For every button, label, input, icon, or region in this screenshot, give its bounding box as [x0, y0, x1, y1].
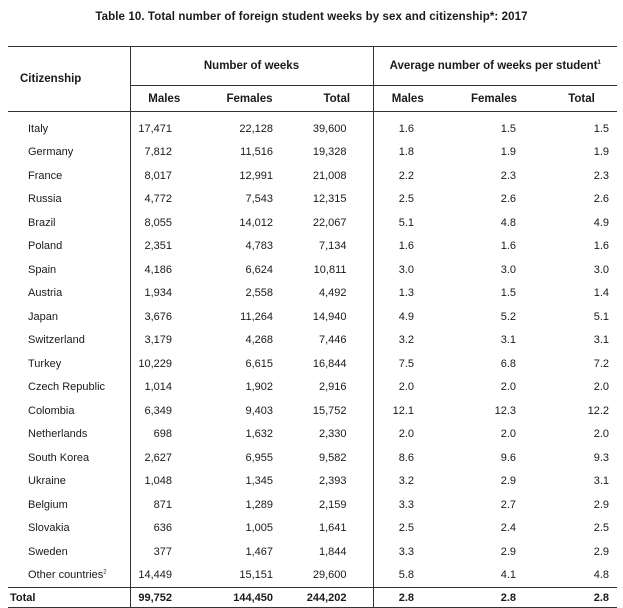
citizenship-cell [8, 564, 130, 588]
subheader-males: Males [130, 86, 198, 112]
total-cell: 1,844 [318, 545, 347, 558]
total-row [8, 588, 617, 608]
citizenship-label: Japan [28, 310, 58, 323]
citizenship-cell [8, 112, 130, 141]
avg-females-cell: 3.1 [500, 334, 516, 347]
avg-total-cell: 3.1 [593, 334, 610, 347]
females-cell: 1,902 [245, 381, 273, 394]
males-cell: 4,186 [130, 258, 198, 282]
footnote-marker: 2 [103, 569, 107, 576]
total-cell: 16,844 [312, 357, 347, 370]
table-row [8, 235, 617, 259]
total-cell: 12,315 [312, 193, 347, 206]
males-cell: 4,772 [130, 188, 198, 212]
females-cell: 14,012 [239, 216, 273, 229]
avg-total-cell: 4.8 [593, 569, 610, 582]
table-row [8, 517, 617, 541]
table-body [8, 112, 617, 608]
total-cell: 10,811 [313, 263, 347, 276]
table-row [8, 493, 617, 517]
header-number-of-weeks: Number of weeks [130, 47, 373, 86]
data-table [8, 46, 617, 608]
avg-males-cell: 3.3 [373, 493, 442, 517]
avg-females-cell: 9.6 [500, 451, 516, 464]
males-cell: 636 [130, 517, 198, 541]
females-cell: 6,624 [245, 263, 273, 276]
citizenship-label: Italy [28, 122, 49, 135]
header-citizenship: Citizenship [8, 47, 130, 112]
citizenship-label: Germany [28, 146, 74, 159]
subheader-avg-total: Total [546, 86, 617, 112]
header-average-weeks-label: Average number of weeks per student [389, 60, 598, 72]
citizenship-cell [8, 305, 130, 329]
avg-males-cell: 5.1 [373, 211, 442, 235]
avg-males-cell: 3.2 [373, 329, 442, 353]
males-cell: 871 [130, 493, 198, 517]
avg-males-cell: 1.8 [373, 141, 442, 165]
table-row [8, 399, 617, 423]
avg-total-cell: 7.2 [593, 357, 610, 370]
avg-females-cell: 2.9 [500, 545, 516, 558]
avg-total-cell: 3.0 [593, 263, 610, 276]
citizenship-label: Slovakia [28, 522, 70, 535]
citizenship-label: Czech Republic [28, 381, 106, 394]
table-row [8, 376, 617, 400]
avg-males-cell: 12.1 [373, 399, 442, 423]
total-cell: 22,067 [312, 216, 347, 229]
avg-total-cell: 1.5 [593, 122, 610, 135]
females-cell: 2,558 [245, 287, 273, 300]
total-avg-females-cell: 2.8 [442, 588, 546, 608]
females-cell: 15,151 [239, 569, 273, 582]
citizenship-label: Sweden [28, 545, 68, 558]
males-cell: 17,471 [130, 112, 198, 141]
total-label: Total [8, 588, 130, 608]
total-cell: 2,393 [318, 475, 347, 488]
females-cell: 1,289 [245, 498, 273, 511]
females-cell: 6,955 [245, 451, 273, 464]
males-cell: 377 [130, 540, 198, 564]
citizenship-cell [8, 517, 130, 541]
avg-females-cell: 12.3 [494, 404, 516, 417]
avg-females-cell: 4.1 [500, 569, 516, 582]
avg-females-cell: 1.9 [500, 146, 516, 159]
citizenship-label: Switzerland [28, 334, 85, 347]
females-cell: 22,128 [239, 122, 273, 135]
avg-males-cell: 4.9 [373, 305, 442, 329]
females-cell: 1,005 [245, 522, 273, 535]
males-cell: 8,055 [130, 211, 198, 235]
total-cell: 2,330 [318, 428, 347, 441]
table-row [8, 540, 617, 564]
citizenship-label: Belgium [28, 498, 68, 511]
avg-females-cell: 2.3 [500, 169, 516, 182]
avg-females-cell: 1.5 [500, 287, 516, 300]
total-cell: 14,940 [312, 310, 347, 323]
table-row [8, 258, 617, 282]
table-row [8, 352, 617, 376]
citizenship-label: Russia [28, 193, 62, 206]
males-cell: 1,014 [130, 376, 198, 400]
avg-females-cell: 2.0 [500, 381, 516, 394]
citizenship-cell [8, 399, 130, 423]
females-cell: 6,615 [245, 357, 273, 370]
citizenship-cell [8, 164, 130, 188]
avg-females-cell: 5.2 [500, 310, 516, 323]
total-cell: 39,600 [312, 122, 347, 135]
total-cell: 15,752 [312, 404, 347, 417]
males-cell: 8,017 [130, 164, 198, 188]
avg-females-cell: 6.8 [500, 357, 516, 370]
citizenship-cell [8, 211, 130, 235]
males-cell: 14,449 [130, 564, 198, 588]
citizenship-cell [8, 188, 130, 212]
avg-females-cell: 2.6 [500, 193, 516, 206]
males-cell: 698 [130, 423, 198, 447]
males-cell: 6,349 [130, 399, 198, 423]
table-row [8, 282, 617, 306]
table-row [8, 112, 617, 141]
citizenship-label: Netherlands [28, 428, 88, 441]
table-row [8, 211, 617, 235]
citizenship-label: Ukraine [28, 475, 66, 488]
total-cell: 21,008 [312, 169, 347, 182]
avg-males-cell: 1.6 [373, 235, 442, 259]
table-row [8, 164, 617, 188]
avg-total-cell: 2.3 [593, 169, 610, 182]
avg-females-cell: 3.0 [500, 263, 516, 276]
total-total-cell: 244,202 [301, 588, 373, 608]
table-row [8, 446, 617, 470]
citizenship-label: Spain [28, 263, 57, 276]
avg-females-cell: 2.0 [500, 428, 516, 441]
citizenship-cell [8, 141, 130, 165]
females-cell: 11,264 [240, 310, 273, 323]
total-females-cell: 144,450 [198, 588, 301, 608]
citizenship-cell [8, 352, 130, 376]
total-avg-males-cell: 2.8 [373, 588, 442, 608]
avg-males-cell: 3.3 [373, 540, 442, 564]
females-cell: 12,991 [239, 169, 273, 182]
total-avg-total-cell: 2.8 [546, 588, 617, 608]
avg-males-cell: 5.8 [373, 564, 442, 588]
citizenship-cell [8, 258, 130, 282]
females-cell: 9,403 [245, 404, 273, 417]
total-cell: 9,582 [318, 451, 347, 464]
citizenship-label: Other countries [28, 569, 104, 582]
avg-total-cell: 3.1 [593, 475, 610, 488]
males-cell: 7,812 [130, 141, 198, 165]
avg-females-cell: 2.9 [500, 475, 516, 488]
citizenship-cell [8, 235, 130, 259]
citizenship-cell [8, 493, 130, 517]
females-cell: 4,783 [245, 240, 273, 253]
total-cell: 7,134 [318, 240, 347, 253]
avg-total-cell: 4.9 [593, 216, 610, 229]
avg-total-cell: 1.6 [593, 240, 610, 253]
males-cell: 2,627 [130, 446, 198, 470]
total-cell: 29,600 [312, 569, 347, 582]
avg-total-cell: 2.0 [593, 428, 610, 441]
citizenship-label: Austria [28, 287, 63, 300]
citizenship-label: Poland [28, 240, 63, 253]
table-row [8, 423, 617, 447]
males-cell: 1,934 [130, 282, 198, 306]
subheader-avg-females: Females [442, 86, 546, 112]
avg-males-cell: 8.6 [373, 446, 442, 470]
citizenship-cell [8, 282, 130, 306]
total-cell: 19,328 [312, 146, 347, 159]
citizenship-label: Brazil [28, 216, 56, 229]
total-males-cell: 99,752 [130, 588, 198, 608]
citizenship-cell [8, 423, 130, 447]
citizenship-cell [8, 470, 130, 494]
avg-total-cell: 9.3 [593, 451, 610, 464]
males-cell: 1,048 [130, 470, 198, 494]
females-cell: 1,632 [245, 428, 273, 441]
citizenship-cell [8, 329, 130, 353]
avg-females-cell: 2.7 [500, 498, 516, 511]
avg-total-cell: 2.9 [593, 545, 610, 558]
table-row [8, 305, 617, 329]
avg-total-cell: 2.6 [593, 193, 610, 206]
footnote-marker: 1 [597, 60, 601, 67]
avg-males-cell: 1.6 [373, 112, 442, 141]
avg-males-cell: 2.5 [373, 188, 442, 212]
total-cell: 1,641 [318, 522, 347, 535]
males-cell: 3,676 [130, 305, 198, 329]
total-cell: 2,159 [318, 498, 347, 511]
citizenship-cell [8, 446, 130, 470]
males-cell: 3,179 [130, 329, 198, 353]
avg-total-cell: 2.9 [593, 498, 610, 511]
avg-total-cell: 12.2 [587, 404, 610, 417]
avg-males-cell: 3.0 [373, 258, 442, 282]
avg-males-cell: 1.3 [373, 282, 442, 306]
citizenship-label: Turkey [28, 357, 62, 370]
subheader-total: Total [301, 86, 373, 112]
females-cell: 11,516 [240, 146, 273, 159]
table-row [8, 188, 617, 212]
subheader-avg-males: Males [373, 86, 442, 112]
avg-females-cell: 2.4 [500, 522, 516, 535]
avg-males-cell: 2.0 [373, 423, 442, 447]
table-row [8, 564, 617, 588]
avg-total-cell: 5.1 [593, 310, 610, 323]
table-row [8, 329, 617, 353]
avg-total-cell: 2.5 [593, 522, 610, 535]
citizenship-label: France [28, 169, 63, 182]
females-cell: 4,268 [245, 334, 273, 347]
avg-males-cell: 2.0 [373, 376, 442, 400]
avg-males-cell: 3.2 [373, 470, 442, 494]
table-row [8, 470, 617, 494]
table-row [8, 141, 617, 165]
females-cell: 1,345 [245, 475, 273, 488]
avg-total-cell: 1.4 [593, 287, 610, 300]
avg-females-cell: 4.8 [500, 216, 516, 229]
males-cell: 10,229 [130, 352, 198, 376]
avg-total-cell: 1.9 [593, 146, 610, 159]
avg-males-cell: 2.2 [373, 164, 442, 188]
females-cell: 1,467 [245, 545, 273, 558]
avg-females-cell: 1.6 [500, 240, 516, 253]
header-average-weeks [373, 47, 617, 86]
avg-males-cell: 2.5 [373, 517, 442, 541]
males-cell: 2,351 [130, 235, 198, 259]
females-cell: 7,543 [245, 193, 273, 206]
total-cell: 2,916 [318, 381, 347, 394]
subheader-females: Females [198, 86, 301, 112]
citizenship-cell [8, 376, 130, 400]
total-cell: 4,492 [318, 287, 347, 300]
total-cell: 7,446 [318, 334, 347, 347]
citizenship-cell [8, 540, 130, 564]
avg-females-cell: 1.5 [500, 122, 516, 135]
table-title: Table 10. Total number of foreign student weeks by sex and citizenship*: 2017 [95, 11, 528, 23]
avg-total-cell: 2.0 [593, 381, 610, 394]
citizenship-label: Colombia [28, 404, 75, 417]
citizenship-label: South Korea [28, 451, 90, 464]
avg-males-cell: 7.5 [373, 352, 442, 376]
